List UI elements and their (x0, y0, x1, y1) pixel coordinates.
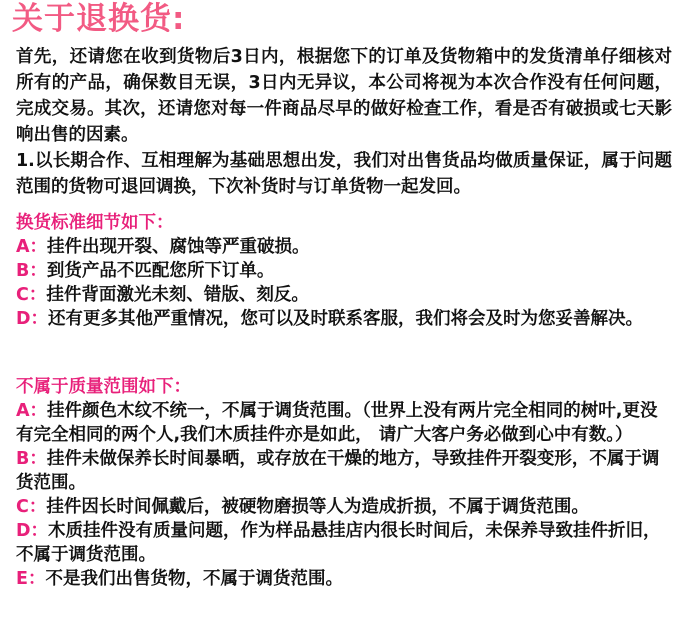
page-title: 关于退换货: (12, 1, 186, 37)
not-quality-item-c (16, 495, 672, 519)
item-text: 挂件颜色木纹不统一，不属于调货范围。（世界上没有两片完全相同的树叶,更没有完全相同的两个人,我们木质挂件亦是如此， 请广大客户务必做到心中有数。） (16, 401, 658, 445)
intro-paragraph-1: 首先，还请您在收到货物后3日内，根据您下的订单及货物箱中的发货清单仔细核对所有的产品，确保数目无误，3日内无异议，本公司将视为本次合作没有任何问题，完成交易。其次，还请您对每一件商品尽早的做好检查工作，看是否有破损或七天影响出售的因素。 (16, 47, 672, 145)
item-letter: E： (16, 569, 46, 589)
not-quality-item-e (16, 567, 672, 591)
item-letter: B： (16, 261, 47, 281)
item-text: 木质挂件没有质量问题，作为样品悬挂店内很长时间后，未保养导致挂件折旧，不属于调货范围。 (16, 521, 661, 565)
exchange-standards-section (16, 211, 672, 331)
exchange-item-c (16, 283, 672, 307)
exchange-item-a (16, 235, 672, 259)
item-text: 挂件出现开裂、腐蚀等严重破损。 (47, 237, 310, 257)
item-letter: C： (16, 497, 47, 517)
item-letter: D： (16, 521, 49, 541)
exchange-standards-heading: 换货标准细节如下： (16, 213, 174, 233)
item-text: 不是我们出售货物，不属于调货范围。 (45, 569, 343, 589)
not-quality-heading: 不属于质量范围如下： (16, 377, 191, 397)
not-quality-item-b (16, 447, 672, 495)
exchange-item-b (16, 259, 672, 283)
item-letter: C： (16, 285, 47, 305)
exchange-item-d (16, 307, 672, 331)
item-text: 挂件未做保养长时间暴晒，或存放在干燥的地方，导致挂件开裂变形，不属于调货范围。 (16, 449, 660, 493)
item-text: 还有更多其他严重情况，您可以及时联系客服，我们将会及时为您妥善解决。 (48, 309, 644, 329)
item-text: 挂件背面激光未刻、错版、刻反。 (46, 285, 309, 305)
item-text: 到货产品不匹配您所下订单。 (46, 261, 275, 281)
item-letter: A： (16, 401, 48, 421)
not-quality-item-d (16, 519, 672, 567)
intro-text (16, 44, 672, 200)
not-quality-item-a (16, 399, 672, 447)
intro-paragraph-2: 1.以长期合作、互相理解为基础思想出发，我们对出售货品均做质量保证，属于问题范围的货物可退回调换，下次补货时与订单货物一起发回。 (16, 151, 672, 197)
item-text: 挂件因长时间佩戴后，被硬物磨损等人为造成折损，不属于调货范围。 (46, 497, 589, 517)
item-letter: A： (16, 237, 48, 257)
item-letter: B： (16, 449, 47, 469)
item-letter: D： (16, 309, 49, 329)
not-quality-section (16, 375, 672, 591)
